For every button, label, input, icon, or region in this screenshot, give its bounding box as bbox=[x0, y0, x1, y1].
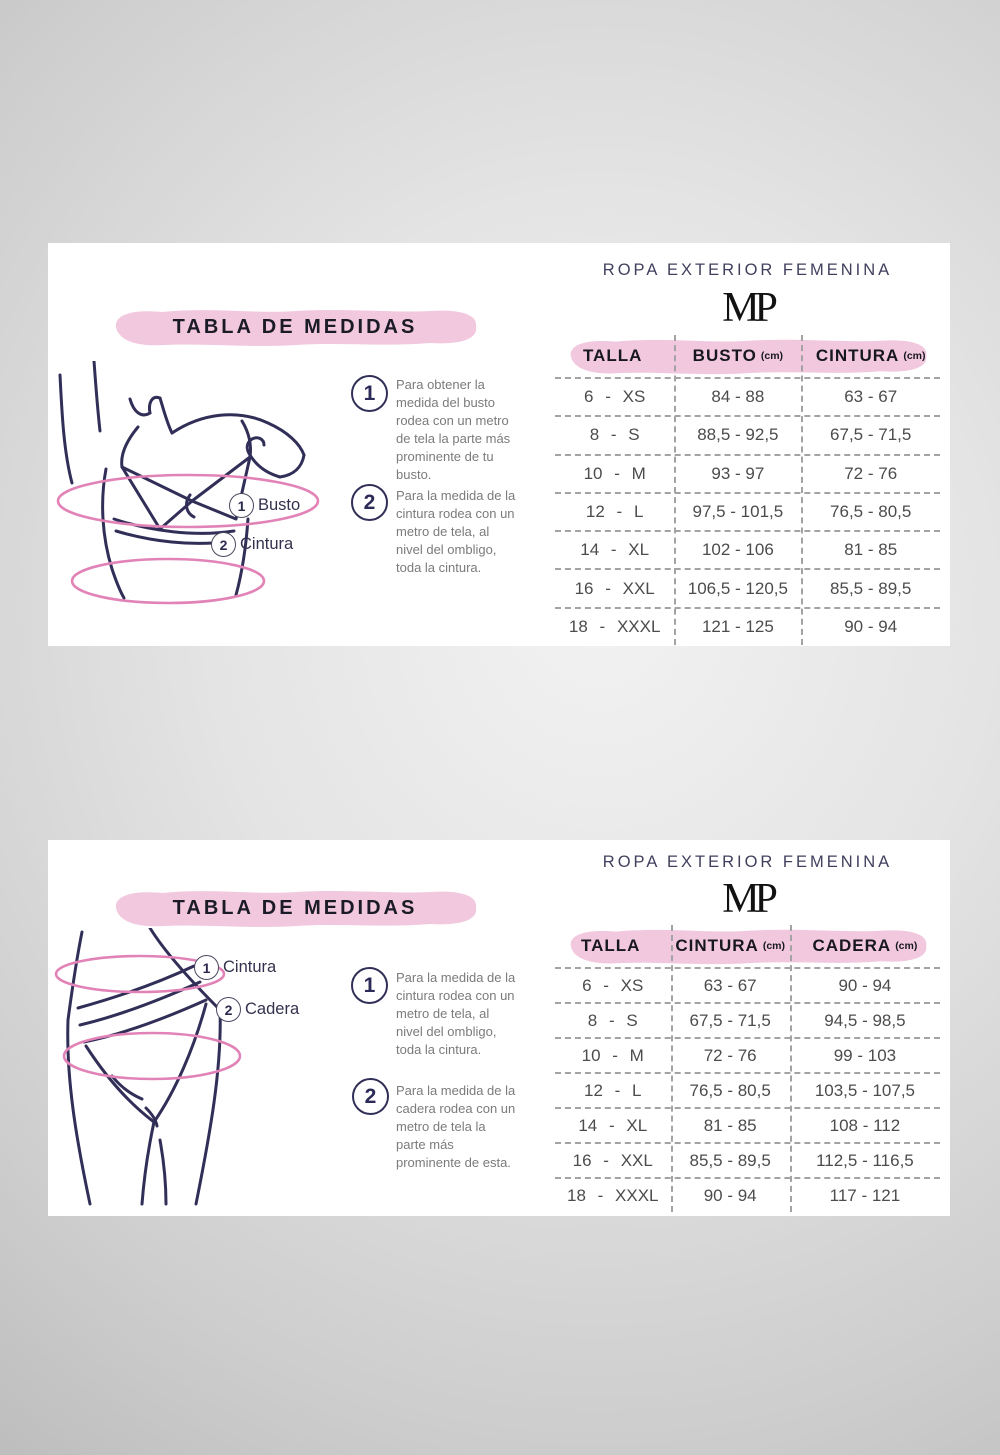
cell-size: 18 - XXXL bbox=[567, 1185, 659, 1205]
cell-cadera: 117 - 121 bbox=[829, 1185, 901, 1205]
cell-cintura: 67,5 - 71,5 bbox=[830, 425, 912, 445]
cell-cintura: 63 - 67 bbox=[703, 975, 757, 995]
header-unit: (cm) bbox=[762, 940, 785, 952]
header-label: CINTURA bbox=[675, 936, 759, 955]
cell-size: 14 - XL bbox=[578, 1115, 648, 1135]
header-cell-cintura bbox=[801, 335, 940, 377]
label-text: Cintura bbox=[223, 958, 277, 976]
header-cell-cadera bbox=[790, 925, 940, 967]
category-heading: ROPA EXTERIOR FEMENINA bbox=[602, 853, 893, 871]
table-row bbox=[555, 1004, 940, 1039]
header-unit: (cm) bbox=[903, 350, 926, 362]
table-row bbox=[555, 1074, 940, 1109]
table-header-row bbox=[555, 335, 940, 379]
label-number-circle: 2 bbox=[216, 997, 241, 1022]
size-guide-card-bottom bbox=[48, 840, 950, 1216]
table-row bbox=[555, 969, 940, 1004]
size-table bbox=[555, 925, 940, 1212]
step-1-circle: 1 bbox=[351, 375, 388, 412]
column-divider bbox=[790, 925, 792, 1212]
diagram-label-cintura bbox=[194, 955, 276, 980]
table-row bbox=[555, 1039, 940, 1074]
cell-cintura: 81 - 85 bbox=[703, 1115, 757, 1135]
header-cell-talla bbox=[555, 335, 674, 377]
cell-cadera: 94,5 - 98,5 bbox=[824, 1010, 906, 1030]
cell-cintura: 76,5 - 80,5 bbox=[689, 1080, 771, 1100]
cell-cadera: 90 - 94 bbox=[838, 975, 892, 995]
diagram-label-cadera bbox=[216, 997, 299, 1022]
header-label: CINTURA bbox=[815, 346, 900, 365]
cell-size: 10 - M bbox=[583, 463, 646, 483]
cell-size: 6 - XS bbox=[582, 975, 644, 995]
cell-cadera: 108 - 112 bbox=[829, 1115, 901, 1135]
cell-busto: 93 - 97 bbox=[711, 463, 765, 483]
size-guide-card-top bbox=[48, 243, 950, 646]
header-unit: (cm) bbox=[760, 350, 784, 362]
label-number-circle: 2 bbox=[211, 532, 236, 557]
table-row bbox=[555, 456, 940, 494]
table-row bbox=[555, 379, 940, 417]
label-text: Busto bbox=[258, 496, 301, 514]
header-label: CADERA bbox=[812, 936, 892, 955]
cell-cintura: 85,5 - 89,5 bbox=[689, 1150, 771, 1170]
column-divider bbox=[801, 335, 803, 645]
brand-logo: MP bbox=[722, 285, 773, 331]
step-2-circle: 2 bbox=[351, 484, 388, 521]
table-row bbox=[555, 609, 940, 645]
column-divider bbox=[674, 335, 676, 645]
header-label: TALLA bbox=[581, 936, 641, 955]
cell-size: 14 - XL bbox=[580, 540, 650, 560]
cell-size: 16 - XXL bbox=[574, 578, 655, 598]
page-title: TABLA DE MEDIDAS bbox=[172, 897, 418, 919]
cell-cintura: 63 - 67 bbox=[844, 387, 898, 407]
cell-cintura: 85,5 - 89,5 bbox=[830, 578, 912, 598]
column-divider bbox=[671, 925, 673, 1212]
table-row bbox=[555, 1179, 940, 1212]
cell-cadera: 112,5 - 116,5 bbox=[816, 1150, 914, 1170]
waist-measure-ellipse bbox=[72, 559, 264, 603]
step-1-text: Para obtener la medida del busto rodea con un metro de tela la parte más prominente de tu busto. bbox=[396, 377, 511, 482]
size-table bbox=[555, 335, 940, 645]
label-number-circle: 1 bbox=[229, 493, 254, 518]
cell-cintura: 81 - 85 bbox=[844, 540, 898, 560]
header-label: BUSTO bbox=[692, 346, 757, 365]
cell-cintura: 90 - 94 bbox=[844, 616, 898, 636]
header-cell-cintura bbox=[671, 925, 790, 967]
step-2-text: Para la medida de la cintura rodea con un metro de tela, al nivel del ombligo, toda la cintura. bbox=[396, 488, 516, 575]
cell-size: 16 - XXL bbox=[572, 1150, 653, 1170]
step-2-circle: 2 bbox=[352, 1078, 389, 1115]
cell-size: 8 - S bbox=[589, 425, 640, 445]
category-heading: ROPA EXTERIOR FEMENINA bbox=[602, 261, 893, 279]
table-row bbox=[555, 532, 940, 570]
step-1-circle: 1 bbox=[351, 967, 388, 1004]
cell-busto: 102 - 106 bbox=[701, 540, 774, 560]
step-1-text: Para la medida de la cintura rodea con un metro de tela, al nivel del ombligo, toda la cintura. bbox=[396, 970, 516, 1057]
cell-cintura: 67,5 - 71,5 bbox=[689, 1010, 771, 1030]
cell-size: 18 - XXXL bbox=[568, 616, 661, 636]
step-2-text: Para la medida de la cadera rodea con un metro de tela la parte más prominente de esta. bbox=[396, 1083, 516, 1170]
title-banner bbox=[100, 886, 490, 930]
header-label: TALLA bbox=[582, 346, 643, 365]
table-row bbox=[555, 1144, 940, 1179]
table-header-row bbox=[555, 925, 940, 969]
cell-busto: 97,5 - 101,5 bbox=[692, 502, 784, 522]
cell-size: 8 - S bbox=[587, 1010, 638, 1030]
cell-busto: 88,5 - 92,5 bbox=[697, 425, 779, 445]
diagram-label-busto bbox=[229, 493, 300, 518]
cell-size: 6 - XS bbox=[584, 387, 646, 407]
label-text: Cintura bbox=[240, 535, 294, 553]
diagram-label-cintura bbox=[211, 532, 293, 557]
page-title: TABLA DE MEDIDAS bbox=[172, 316, 418, 338]
cell-size: 12 - L bbox=[585, 502, 644, 522]
cell-cadera: 99 - 103 bbox=[833, 1045, 897, 1065]
table-row bbox=[555, 494, 940, 532]
header-cell-busto bbox=[674, 335, 801, 377]
header-cell-talla bbox=[555, 925, 671, 967]
cell-busto: 121 - 125 bbox=[701, 616, 774, 636]
cell-size: 12 - L bbox=[584, 1080, 642, 1100]
cell-cintura: 90 - 94 bbox=[703, 1185, 757, 1205]
brand-logo: MP bbox=[722, 876, 773, 922]
hip-measure-ellipse bbox=[64, 1033, 240, 1079]
label-text: Cadera bbox=[245, 1000, 300, 1018]
cell-busto: 84 - 88 bbox=[711, 387, 765, 407]
table-row bbox=[555, 417, 940, 455]
title-banner bbox=[100, 305, 490, 349]
cell-cintura: 72 - 76 bbox=[844, 463, 898, 483]
cell-cintura: 76,5 - 80,5 bbox=[830, 502, 912, 522]
cell-busto: 106,5 - 120,5 bbox=[687, 578, 788, 598]
cell-cintura: 72 - 76 bbox=[703, 1045, 757, 1065]
header-unit: (cm) bbox=[895, 940, 918, 952]
cell-cadera: 103,5 - 107,5 bbox=[814, 1080, 916, 1100]
cell-size: 10 - M bbox=[581, 1045, 644, 1065]
table-row bbox=[555, 1109, 940, 1144]
label-number-circle: 1 bbox=[194, 955, 219, 980]
table-row bbox=[555, 570, 940, 608]
